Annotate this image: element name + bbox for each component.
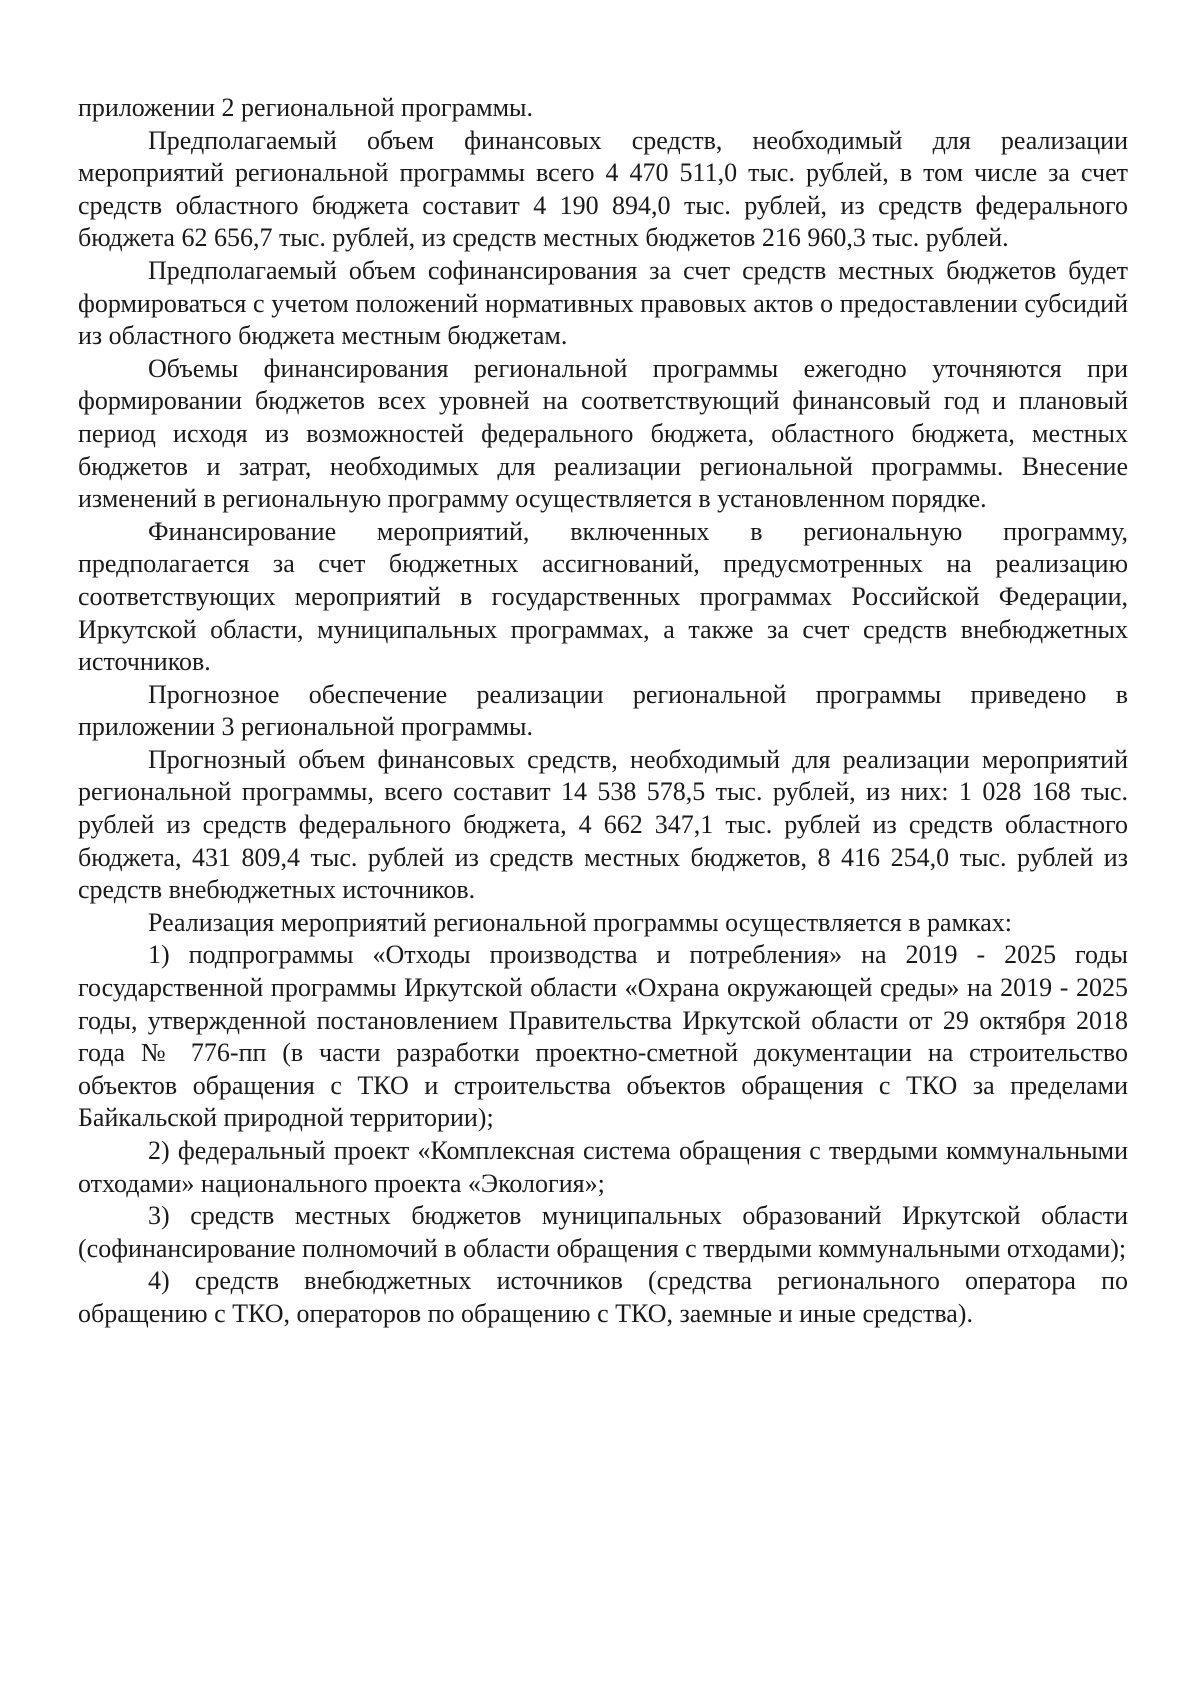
paragraph-forecast-provision: Прогнозное обеспечение реализации региональной программы приведено в приложении 3 региональной программы. bbox=[78, 679, 1128, 742]
paragraph-financing-sources: Финансирование мероприятий, включенных в региональную программу, предполагается за счет бюджетных ассигнований, предусмотренных на реализацию соответствующих мероприятий в государственных программах Российской Федерации, Иркутской области, муниципальных программах, а также за счет средств внебюджетных источников. bbox=[78, 516, 1128, 677]
paragraph-implementation-frameworks: Реализация мероприятий региональной программы осуществляется в рамках: bbox=[148, 907, 1012, 937]
paragraph-cofinancing: Предполагаемый объем софинансирования за счет средств местных бюджетов будет формироваться с учетом положений нормативных правовых актов о предоставлении субсидий из областного бюджета местным бюджетам. bbox=[78, 255, 1128, 351]
paragraph-financing-volume: Предполагаемый объем финансовых средств, необходимый для реализации мероприятий региональной программы всего 4 470 511,0 тыс. рублей, в том числе за счет средств областного бюджета составит 4 190 894,0 тыс. рублей, из средств федерального бюджета 62 656,7 тыс. рублей, из средств местных бюджетов 216 960,3 тыс. рублей. bbox=[78, 125, 1128, 253]
list-item: 2) федеральный проект «Комплексная система обращения с твердыми коммунальными отходами» национального проекта «Экология»; bbox=[78, 1136, 1128, 1198]
document-page bbox=[78, 92, 1128, 1331]
paragraph-forecast-volume: Прогнозный объем финансовых средств, необходимый для реализации мероприятий региональной программы, всего составит 14 538 578,5 тыс. рублей, из них: 1 028 168 тыс. рублей из средств федерального бюджета, 4 662 347,1 тыс. рублей из средств областного бюджета, 431 809,4 тыс. рублей из средств местных бюджетов, 8 416 254,0 тыс. рублей из средств внебюджетных источников. bbox=[78, 744, 1128, 905]
list-item: 3) средств местных бюджетов муниципальных образований Иркутской области (софинансирование полномочий в области обращения с твердыми коммунальными отходами); bbox=[78, 1201, 1128, 1263]
paragraph-continuation: приложении 2 региональной программы. bbox=[78, 93, 534, 122]
list-item: 4) средств внебюджетных источников (средства регионального оператора по обращению с ТКО, операторов по обращению с ТКО, заемные и иные средства). bbox=[78, 1266, 1128, 1328]
paragraph-annual-adjustment: Объемы финансирования региональной программы ежегодно уточняются при формировании бюджетов всех уровней на соответствующий финансовый год и плановый период исходя из возможностей федерального бюджета, областного бюджета, местных бюджетов и затрат, необходимых для реализации региональной программы. Внесение изменений в региональную программу осуществляется в установленном порядке. bbox=[78, 353, 1128, 514]
list-item: 1) подпрограммы «Отходы производства и потребления» на 2019 - 2025 годы государственной программы Иркутской области «Охрана окружающей среды» на 2019 - 2025 годы, утвержденной постановлением Правительства Иркутской области от 29 октября 2018 года № 776-пп (в части разработки проектно-сметной документации на строительство объектов обращения с ТКО и строительства объектов обращения с ТКО за пределами Байкальской природной территории); bbox=[78, 940, 1128, 1133]
